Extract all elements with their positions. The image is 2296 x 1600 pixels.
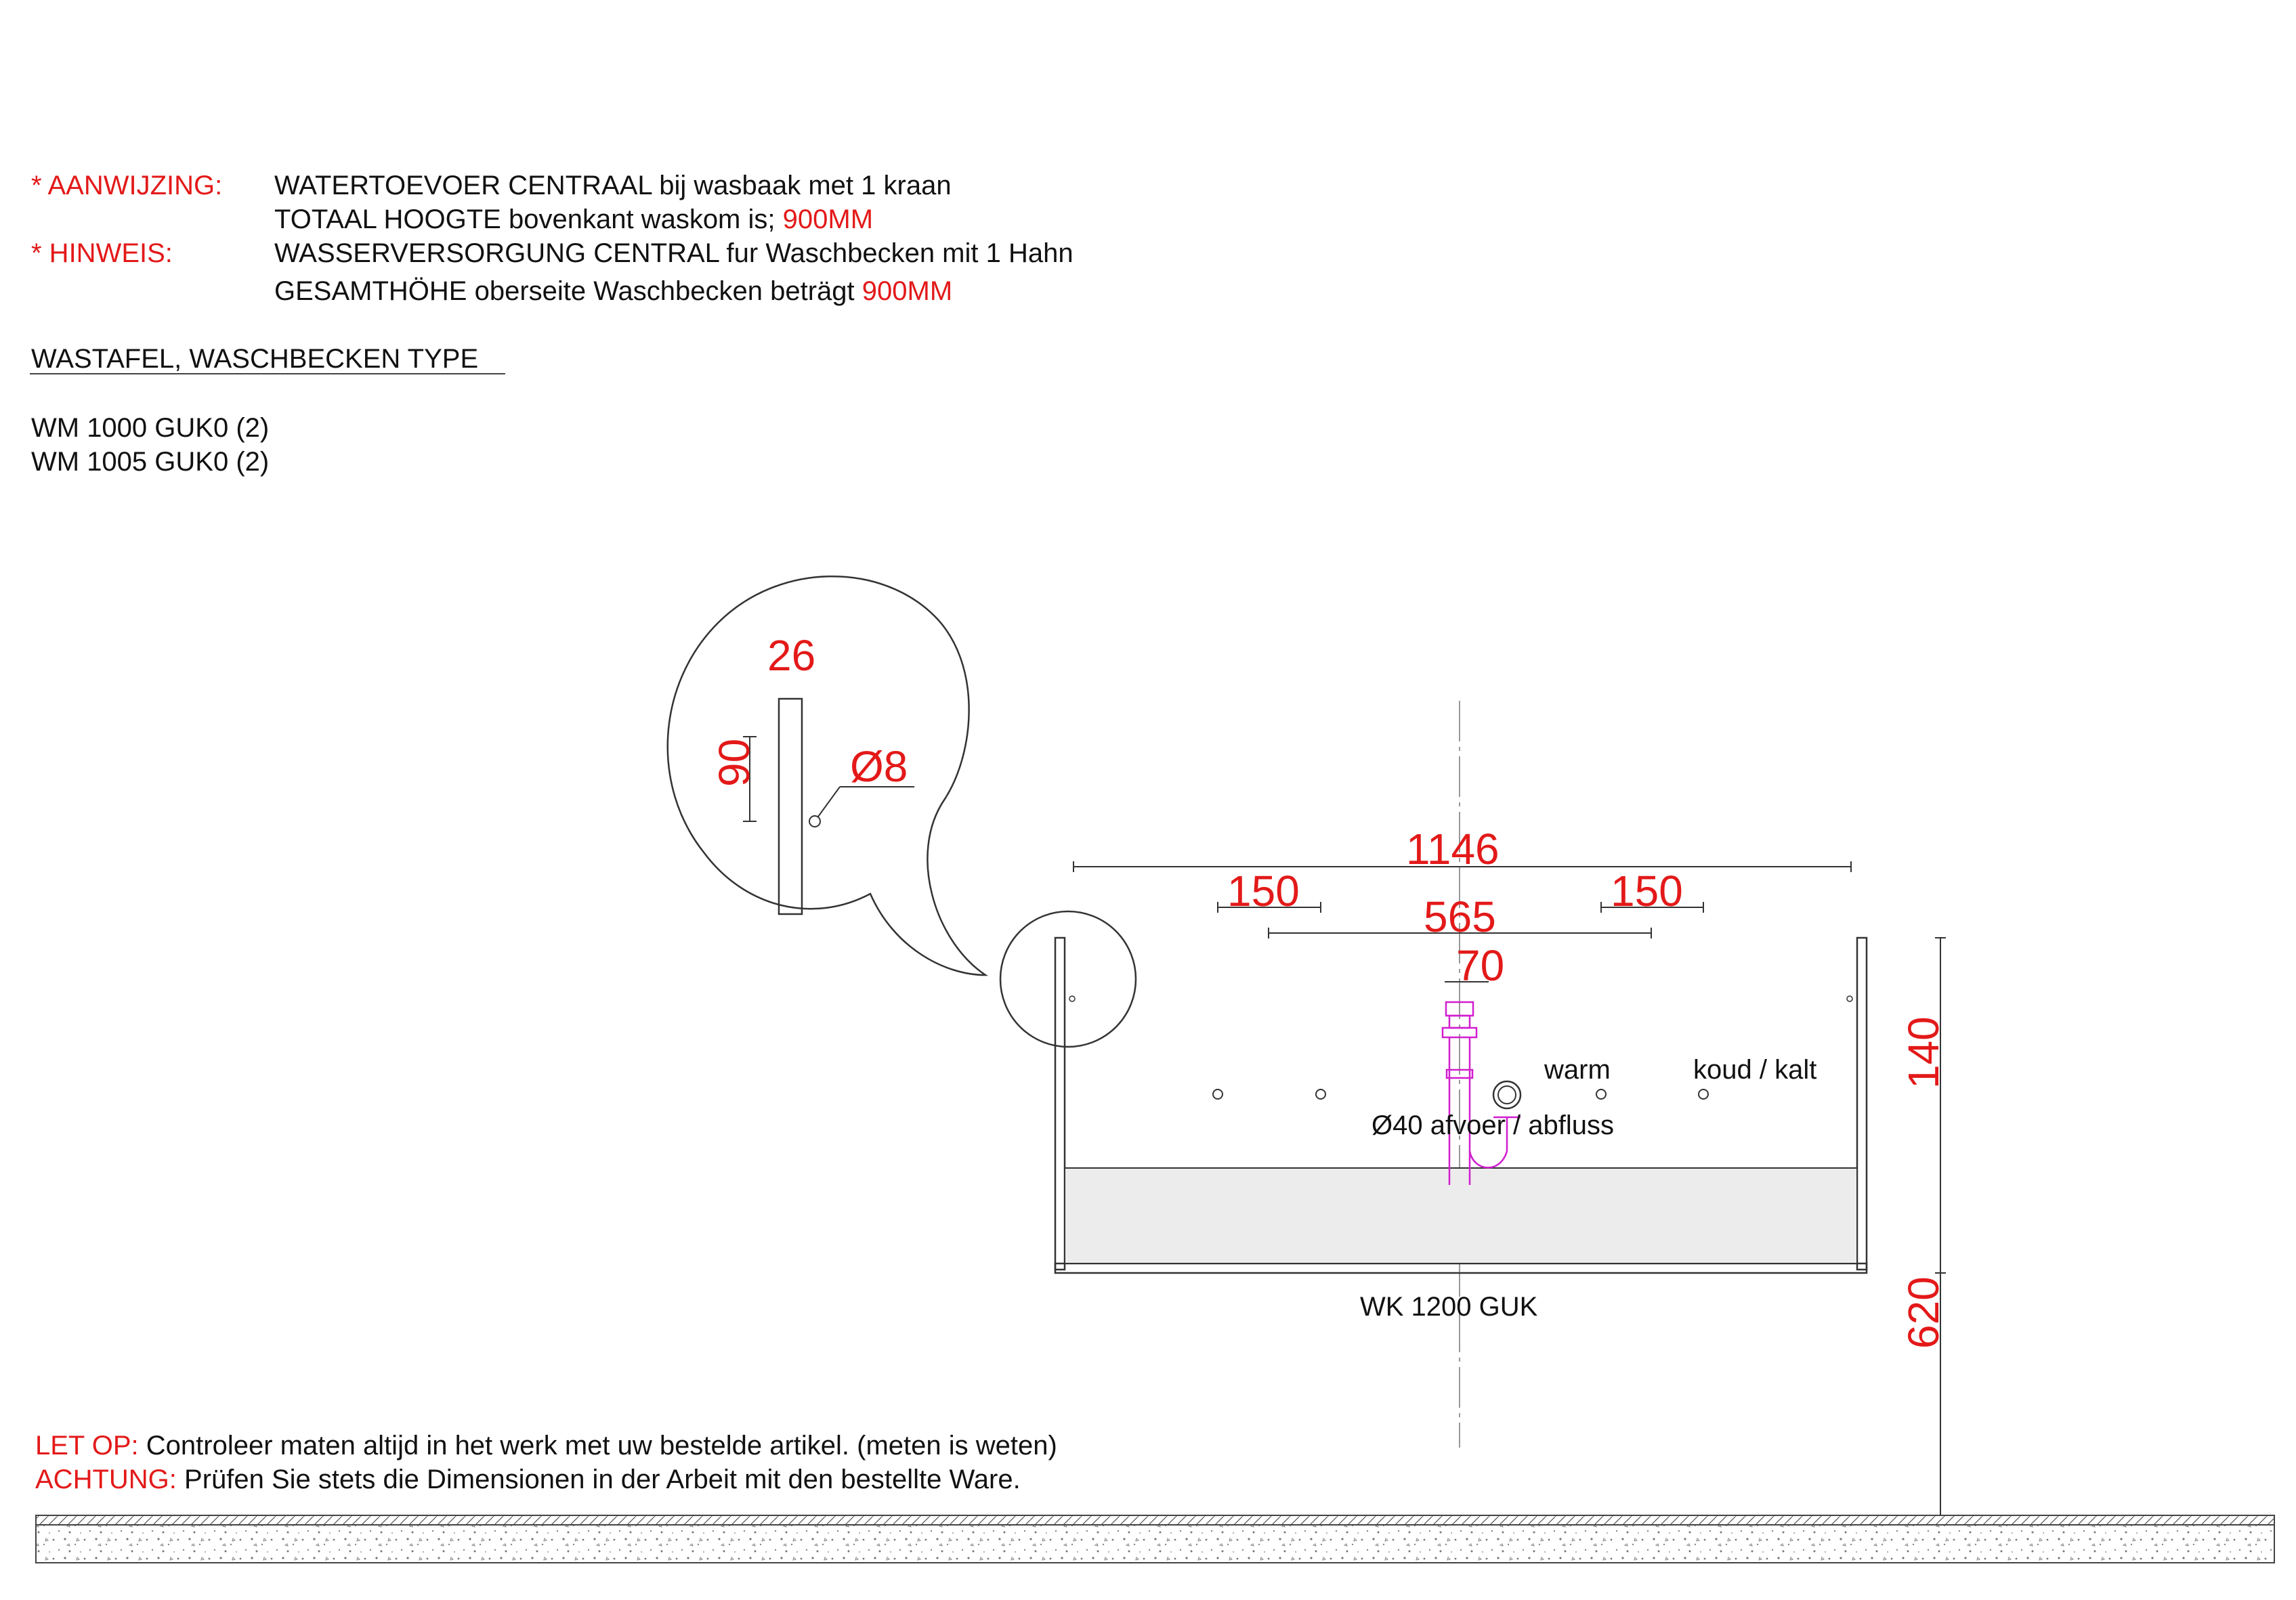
floor-concrete <box>36 1525 2274 1563</box>
warning-nl <box>35 1432 1057 1459</box>
detail-wall <box>779 699 802 914</box>
note-nl-height-value: 900MM <box>782 204 874 234</box>
label-warm: warm <box>1544 1055 1611 1085</box>
note-de-line1: WASSERVERSORGUNG CENTRAL fur Waschbecken mit 1 Hahn <box>274 238 1073 268</box>
label-basin-model: WK 1200 GUK <box>1360 1292 1538 1322</box>
label-cold: koud / kalt <box>1693 1055 1817 1085</box>
supply-holes <box>1213 1089 1708 1099</box>
note-nl-label: * AANWIJZING: <box>31 171 223 200</box>
dim-right-offset: 150 <box>1611 867 1683 915</box>
dim-drain-width: 70 <box>1456 941 1505 990</box>
warning-nl-label: LET OP: <box>35 1431 139 1461</box>
warning-de <box>35 1466 1021 1493</box>
basin-bowl <box>1065 1168 1857 1263</box>
detail-dim-width: 26 <box>767 631 816 680</box>
note-nl-line2-sep: ; <box>767 204 775 234</box>
dim-total-width: 1146 <box>1406 825 1500 873</box>
dim-left-offset: 150 <box>1227 867 1300 915</box>
note-de-line2-text: GESAMTHÖHE oberseite Waschbecken beträgt <box>274 276 855 306</box>
note-de-height-value: 900MM <box>862 276 953 306</box>
detail-hole <box>809 816 820 827</box>
dim-floor-height: 620 <box>1899 1276 1948 1349</box>
note-de-label: * HINWEIS: <box>31 238 173 268</box>
floor-surface <box>36 1515 2274 1525</box>
model-2: WM 1005 GUK0 (2) <box>31 447 270 477</box>
dim-center-span: 565 <box>1424 892 1496 941</box>
note-nl-line2-text: TOTAAL HOOGTE bovenkant waskom is <box>274 204 768 234</box>
dim-top-height: 140 <box>1899 1016 1948 1089</box>
siphon-drain <box>1443 1002 1521 1185</box>
note-nl-line1: WATERTOEVOER CENTRAAL bij wasbaak met 1 kraan <box>274 171 952 200</box>
detail-dim-height: 90 <box>710 738 759 787</box>
model-1: WM 1000 GUK0 (2) <box>31 413 270 443</box>
label-drain: Ø40 afvoer / abfluss <box>1372 1110 1614 1140</box>
type-heading: WASTAFEL, WASCHBECKEN TYPE <box>31 344 479 374</box>
detail-reference-circle <box>1000 911 1136 1047</box>
warning-de-label: ACHTUNG: <box>35 1465 177 1494</box>
detail-dim-hole: Ø8 <box>850 742 908 791</box>
warning-nl-text: Controleer maten altijd in het werk met uw bestelde artikel. (meten is weten) <box>146 1431 1057 1461</box>
warning-de-text: Prüfen Sie stets die Dimensionen in der Arbeit mit den bestellte Ware. <box>184 1465 1021 1494</box>
